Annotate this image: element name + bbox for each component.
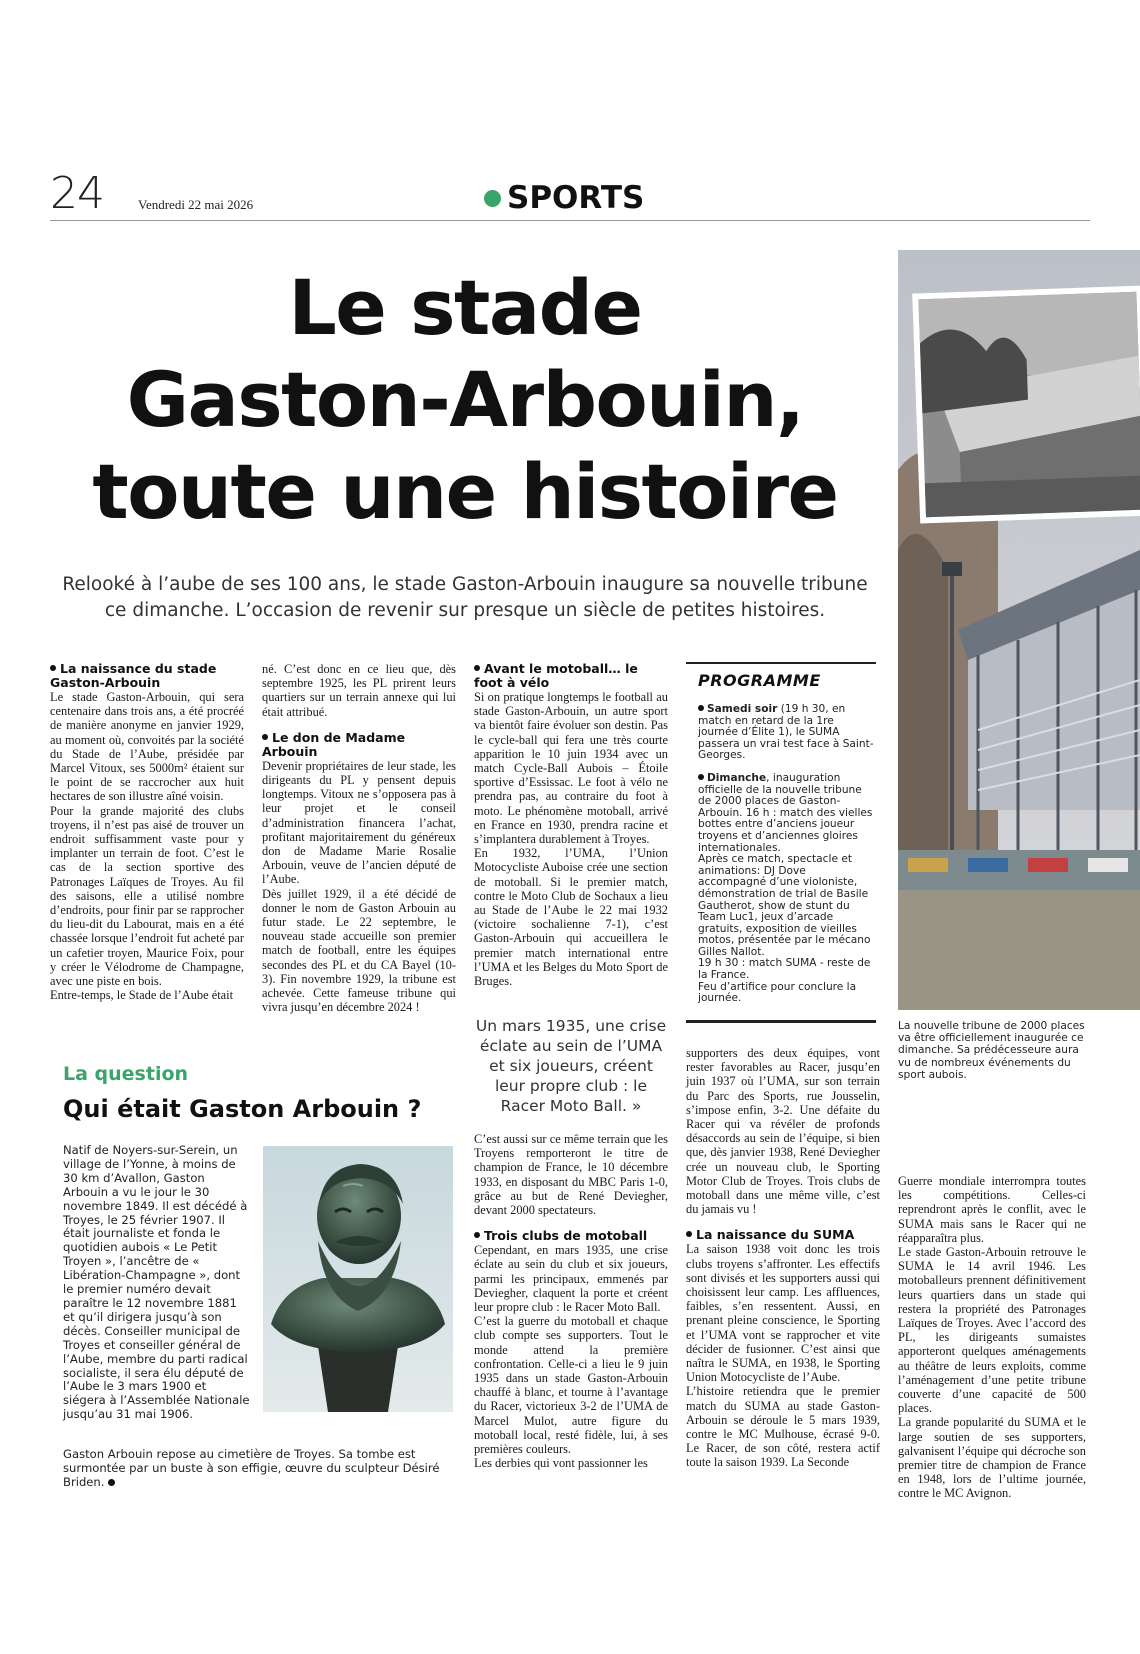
paragraph: La grande popularité du SUMA et le large soutien de ses supporters, galvanisent l’équipe qui décroche son premier titre de champion de France en 1948, lors de l’ultime journée, contre le MC Avignon. (898, 1415, 1086, 1501)
biography-text: Natif de Noyers-sur-Serein, un village de l’Yonne, à moins de 30 km d’Avallon, Gaston Arbouin a vu le jour le 30 novembre 1849. Il est décédé à Troyes, le 25 février 1907. Il était journaliste et fonda le quotidien aubois « Le Petit Troyen », l’ancêtre de « Libération-Champagne », dont le premier numéro devait paraître le 12 novembre 1881 et qu’il dirigera jusqu’à son décès. Conseiller municipal de Troyes et conseiller général de l’Aube, membre du parti radical socialiste, il sera élu député de l’Aube le 3 mars 1900 et siégera à l’Assemblée Nationale jusqu’au 31 mai 1906. (63, 1143, 250, 1422)
question-label: La question (63, 1063, 189, 1085)
paragraph: C’est aussi sur ce même terrain que les Troyens remporteront le titre de champion de France, le 10 décembre 1933, en disposant du MBC Paris 1-0, grâce au but de René Deviegher, devant 2000 spectateurs. (474, 1132, 668, 1218)
programme-saturday: Samedi soir (19 h 30, en match en retard de la 1re journée d’Élite 1), le SUMA passera un vrai test face à Saint-Georges. (698, 703, 874, 762)
paragraph: Le stade Gaston-Arbouin retrouve le SUMA le 14 avril 1946. Les motoballeurs prennent définitivement leurs quartiers dans un stade qui restera la propriété des Patronages Laïques de Troyes. Avec l’accord des PL, les dirigeants sumaistes apporteront quelques aménagements au théâtre de leurs exploits, comme l’aménagement d’une petite tribune couverte d’une capacité de 500 places. (898, 1245, 1086, 1416)
programme-top-rule (686, 662, 876, 664)
page-number: 24 (50, 168, 104, 219)
paragraph: Devenir propriétaires de leur stade, les dirigeants du PL y pensent depuis longtemps. Vitoux ne s’opposera pas à leur projet et le conseil d’administration financera l’achat, profitant majoritairement du généreux don de Madame Marie Rosalie Arbouin, veuve de l’ancien député de l’Aube. (262, 758, 456, 887)
edition-date: Vendredi 22 mai 2026 (138, 197, 254, 212)
bullet-icon (262, 734, 268, 740)
bullet-icon (698, 774, 704, 780)
article-column-1 (50, 662, 244, 1002)
subheading-three-clubs: Trois clubs de motoball (474, 1229, 668, 1243)
article-column-3-continued (474, 1132, 668, 1470)
paragraph: Si on pratique longtemps le football au stade Gaston-Arbouin, un autre sport va bientôt faire évoluer son destin. Pas le cycle-ball qui fera une très courte apparition le 10 juin 1934 avec un match Cycle-Ball Aubois – Étoile sportive d’Essissac. Le foot à vélo ne prendra pas, au contraire du foot à moto. Le phénomène motoball, arrivé en France en 1930, prendra racine et s’implantera durablement à Troyes. (474, 690, 668, 847)
paragraph: La saison 1938 voit donc les trois clubs troyens s’affronter. Les effectifs sont divisés et les supporters aussi qui choisissent leur camp. Les affluences, faibles, s’en ressentent. Aussi, en prenant pleine conscience, le Sporting et l’UMA vont se rapprocher et vite décider de fusionner. C’est ainsi que naîtra le SUMA, en 1938, le Sporting Union Motocycliste de l’Aube. (686, 1242, 880, 1385)
bullet-icon (474, 665, 480, 671)
header-divider (50, 220, 1090, 221)
article-column-5 (898, 1174, 1086, 1501)
rubric-dot-icon (484, 190, 501, 207)
headline-line-1: Le stade (288, 263, 642, 352)
bullet-icon (686, 1231, 692, 1237)
subheading-madame-arbouin: Le don de Madame Arbouin (262, 729, 406, 759)
paragraph: Cependant, en mars 1935, une crise éclate au sein du club et six joueurs, parmi les principaux, emmenés par Deviegher, claquent la porte et créent leur propre club : le Racer Moto Ball. (474, 1243, 668, 1315)
question-title: Qui était Gaston Arbouin ? (63, 1095, 422, 1123)
paragraph: Dès juillet 1929, il a été décidé de donner le nom de Gaston Arbouin au futur stade. Le 22 septembre, le nouveau stade accueille son premier match de football, entre les équipes secondes des PL et du CA Bayel (10-3). Fin novembre 1929, la tribune est achevée. Cette fameuse tribune qui vivra jusqu’en décembre 2024 ! (262, 886, 456, 1015)
paragraph: supporters des deux équipes, vont rester favorables au Racer, jusqu’en juin 1937 où l’UMA, sur son terrain du Parc des Sports, rue Jousselin, s’impose enfin, 3-2. Une défaite du Racer qui va révéler de profonds désaccords au sein de l’équipe, si bien que, dès janvier 1938, René Deviegher crée un nouveau club, le Sporting Motor Club de Troyes. Trois clubs de motoball dans une même ville, c’est du jamais vu ! (686, 1046, 880, 1217)
paragraph: Entre-temps, le Stade de l’Aube était (50, 988, 234, 1003)
headline-line-2: Gaston-Arbouin, (126, 355, 804, 444)
bullet-icon (698, 705, 704, 711)
bust-photo (263, 1146, 453, 1412)
rubric-label: SPORTS (507, 180, 645, 216)
paragraph: C’est la guerre du motoball et chaque club compte ses supporters. Tout le monde attend la première confrontation. Celle-ci a lieu le 9 juin 1935 dans un stade Gaston-Arbouin chauffé à blanc, et tourne à l’avantage du Racer, victorieux 3-2 de l’UMA de Marcel Mulot, autre figure du motoball local, resté fidèle, lui, à ses premières couleurs. (474, 1314, 668, 1457)
paragraph: né. C’est donc en ce lieu que, dès septembre 1925, les PL prirent leurs quartiers sur un terrain annexe qui lui était attribué. (262, 662, 456, 719)
end-mark-icon (108, 1479, 115, 1486)
rubric (484, 180, 644, 216)
subheading-birth-of-suma: La naissance du SUMA (686, 1228, 880, 1242)
article-column-2 (262, 662, 456, 1014)
programme-sunday: Dimanche, inauguration officielle de la nouvelle tribune de 2000 places de Gaston-Arbouin. 16 h : match des vielles bottes entre d’anciens joueur troyens et d’anciennes gloires internationales. (698, 771, 873, 854)
programme-after-match: Après ce match, spectacle et animations: DJ Dove accompagné d’une violoniste, démonstration de trial de Basile Gautherot, show de stunt du Team Luc1, jeux d’arcade gratuits, exposition de vieilles motos, présentée par le mécano Gilles Nallot. (698, 853, 871, 958)
stadium-illustration (898, 250, 1140, 1010)
bust-illustration (263, 1146, 453, 1412)
subheading-bike-football: Avant le motoball… le foot à vélo (474, 661, 638, 690)
biography-tail: Gaston Arbouin repose au cimetière de Troyes. Sa tombe est surmontée par un buste à son effigie, œuvre du sculpteur Désiré Briden. (63, 1447, 440, 1489)
programme-title: PROGRAMME (698, 671, 821, 690)
photo-caption: La nouvelle tribune de 2000 places va être officiellement inaugurée ce dimanche. Sa prédécesseure aura vu de nombreux événements du sport aubois. (898, 1020, 1085, 1081)
paragraph: Guerre mondiale interrompra toutes les compétitions. Celles-ci reprendront après le conflit, avec le SUMA mais sans le Racer qui ne réapparaîtra plus. (898, 1174, 1086, 1245)
headline-line-3: toute une histoire (92, 447, 838, 536)
programme-evening: 19 h 30 : match SUMA - reste de la France. (698, 957, 871, 982)
stadium-photo (898, 250, 1140, 1010)
paragraph: En 1932, l’UMA, l’Union Motocycliste Auboise crée une section de motoball. Si le premier match, contre le Moto Club de Sochaux a lieu au Stade de l’Aube le 22 mai 1932 (victoire sochalienne 7-1), c’est Gaston-Arbouin qui accueillera le premier match international entre l’UMA et les Belges du Moto Sport de Bruges. (474, 846, 668, 989)
paragraph: Pour la grande majorité des clubs troyens, il n’est pas aisé de trouver un endroit suffisamment vaste pour y implanter un terrain de foot. C’est le cas de la section sportive des Patronages Laïques de Troyes. Au fil des saisons, elle a utilisé nombre d’endroits, pour finir par se rapprocher du lieu-dit du Labourat, mais en a été chassée lorsque l’endroit fut acheté par un cafetier troyen, Maurice Foix, pour y créer le Vélodrome de Champagne, avec une piste en bois. (50, 803, 244, 989)
paragraph: Le stade Gaston-Arbouin, qui sera centenaire dans trois ans, a été procréé de manière anonyme en janvier 1929, au moment où, convoités par la société du Stade de l’Aube, présidée par Marcel Vitoux, ses 5000m² étaient sur le point de se raccrocher aux huit hectares de son illustre aîné voisin. (50, 690, 244, 804)
headline (60, 262, 870, 538)
article-column-4 (686, 1046, 880, 1470)
programme-fireworks: Feu d’artifice pour conclure la journée. (698, 980, 857, 1005)
subheading-birth-of-stadium: La naissance du stade Gaston-Arbouin (50, 661, 217, 690)
standfirst: Relooké à l’aube de ses 100 ans, le stade Gaston-Arbouin inaugure sa nouvelle tribune ce dimanche. L’occasion de revenir sur presque un siècle de petites histoires. (62, 574, 868, 621)
pull-quote: Un mars 1935, une crise éclate au sein de l’UMA et six joueurs, créent leur propre club : le Racer Moto Ball. » (475, 1017, 667, 1115)
article-column-3 (474, 662, 668, 988)
paragraph: Les derbies qui vont passionner les (474, 1456, 648, 1471)
bullet-icon (50, 665, 56, 671)
programme-bottom-rule (686, 1020, 876, 1023)
paragraph: L’histoire retiendra que le premier match du SUMA au stade Gaston-Arbouin se déroule le 5 mars 1939, contre le MC Mulhouse, écrasé 9-0. Le Racer, de son côté, restera actif toute la saison 1939. La Seconde (686, 1384, 880, 1470)
bullet-icon (474, 1232, 480, 1238)
programme-box (698, 704, 876, 1005)
